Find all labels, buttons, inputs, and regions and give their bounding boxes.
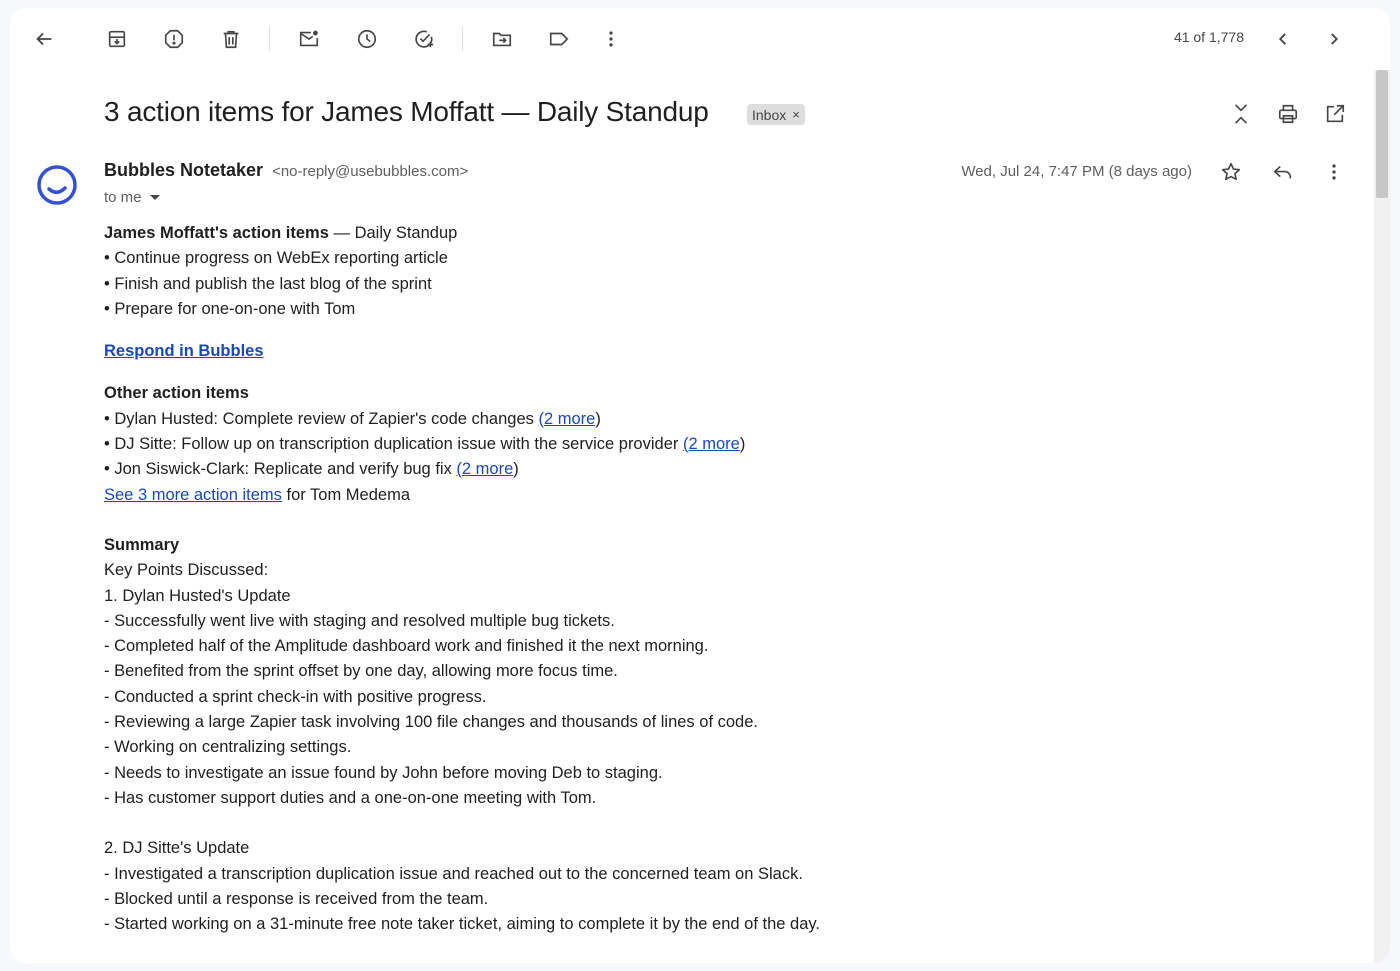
remove-label-icon[interactable]: × (792, 107, 800, 122)
more-link[interactable]: 2 more (688, 435, 740, 454)
recipient-text: to me (104, 189, 142, 206)
sender-line (104, 160, 468, 181)
other-item-text: • DJ Sitte: Follow up on transcription duplication issue with the service provider (104, 435, 683, 454)
more-link[interactable]: 2 more (461, 460, 514, 479)
summary-line: - Completed half of the Amplitude dashboard work and finished it the next morning. (104, 637, 709, 656)
other-action-items-heading: Other action items (104, 384, 249, 403)
summary-line: - Reviewing a large Zapier task involving 100 file changes and thousands of lines of code. (104, 713, 758, 732)
summary-line: Key Points Discussed: (104, 561, 269, 580)
sender-name[interactable]: Bubbles Notetaker (104, 160, 264, 180)
newer-chevron-left-icon[interactable] (1263, 19, 1303, 59)
james-item: • Prepare for one-on-one with Tom (104, 299, 356, 318)
toolbar-divider (269, 27, 270, 51)
summary-line: - Working on centralizing settings. (104, 738, 352, 757)
trash-icon[interactable] (211, 19, 251, 59)
more-paren-close[interactable]: ) (739, 435, 746, 454)
sender-email: <no-reply@usebubbles.com> (272, 163, 469, 180)
email-view (10, 8, 1390, 963)
respond-in-bubbles-link[interactable]: Respond in Bubbles (104, 342, 264, 361)
caret-down-icon (150, 195, 160, 200)
recipient-details-toggle[interactable] (104, 189, 160, 206)
mark-unread-icon[interactable] (289, 19, 329, 59)
more-paren-open[interactable]: ( (682, 435, 689, 454)
label-chip-text: Inbox (752, 106, 787, 123)
summary-line: - Has customer support duties and a one-on-one meeting with Tom. (104, 788, 597, 807)
collapse-all-icon[interactable] (1223, 96, 1259, 132)
other-item-text: • Jon Siswick-Clark: Replicate and verify bug fix (104, 460, 457, 479)
summary-line: 1. Dylan Husted's Update (104, 586, 291, 605)
inbox-label-chip[interactable] (747, 104, 805, 125)
james-heading-rest: — Daily Standup (328, 224, 458, 242)
james-heading-bold: James Moffatt's action items (104, 224, 329, 242)
see-more-action-items-link[interactable]: See 3 more action items (104, 485, 282, 504)
more-link[interactable]: 2 more (543, 409, 596, 428)
more-paren-close[interactable]: ) (513, 460, 519, 479)
see-more-line (104, 483, 1304, 508)
summary-line: - Benefited from the sprint offset by one day, allowing more focus time. (104, 662, 618, 681)
more-paren-open[interactable]: ( (538, 409, 544, 428)
summary-line: - Investigated a transcription duplication issue and reached out to the concerned team on Slack. (104, 864, 803, 883)
move-to-folder-icon[interactable] (482, 19, 522, 59)
archive-icon[interactable] (97, 19, 137, 59)
see-more-rest: for Tom Medema (281, 485, 410, 504)
sender-avatar[interactable] (36, 164, 78, 206)
label-icon[interactable] (539, 19, 579, 59)
james-heading (104, 221, 1304, 246)
toolbar-divider (462, 27, 463, 51)
message-more-vert-icon[interactable] (1316, 154, 1352, 190)
other-item (104, 432, 1304, 457)
email-date: Wed, Jul 24, 7:47 PM (8 days ago) (961, 163, 1192, 180)
open-new-window-icon[interactable] (1317, 96, 1353, 132)
other-item (104, 457, 1304, 482)
summary-heading: Summary (104, 535, 180, 554)
pager-count: 41 of 1,778 (1173, 29, 1244, 45)
older-chevron-right-icon[interactable] (1314, 19, 1354, 59)
james-item: • Continue progress on WebEx reporting article (104, 249, 448, 268)
summary-line: - Blocked until a response is received from the team. (104, 889, 489, 908)
summary-line: - Started working on a 31-minute free note taker ticket, aiming to complete it by the end of the day. (104, 915, 820, 934)
report-spam-icon[interactable] (154, 19, 194, 59)
email-subject: 3 action items for James Moffatt — Daily Standup (104, 96, 709, 127)
toolbar (10, 8, 1390, 70)
other-item (104, 407, 1304, 432)
more-paren-open[interactable]: ( (456, 460, 462, 479)
scrollbar[interactable] (1374, 70, 1390, 963)
email-body (104, 221, 1304, 937)
add-task-icon[interactable] (404, 19, 444, 59)
snooze-clock-icon[interactable] (347, 19, 387, 59)
reply-icon[interactable] (1265, 154, 1301, 190)
summary-line: - Conducted a sprint check-in with positive progress. (104, 687, 487, 706)
other-item-text: • Dylan Husted: Complete review of Zapier's code changes (104, 409, 539, 428)
summary-line: 2. DJ Sitte's Update (104, 839, 250, 858)
summary-line: - Needs to investigate an issue found by John before moving Deb to staging. (104, 763, 663, 782)
star-icon[interactable] (1213, 154, 1249, 190)
summary-line: - Successfully went live with staging and resolved multiple bug tickets. (104, 611, 615, 630)
print-icon[interactable] (1270, 96, 1306, 132)
scrollbar-thumb[interactable] (1376, 70, 1388, 198)
back-arrow-icon[interactable] (24, 19, 64, 59)
more-vert-icon[interactable] (591, 19, 631, 59)
james-item: • Finish and publish the last blog of the sprint (104, 274, 432, 293)
more-paren-close[interactable]: ) (595, 409, 601, 428)
